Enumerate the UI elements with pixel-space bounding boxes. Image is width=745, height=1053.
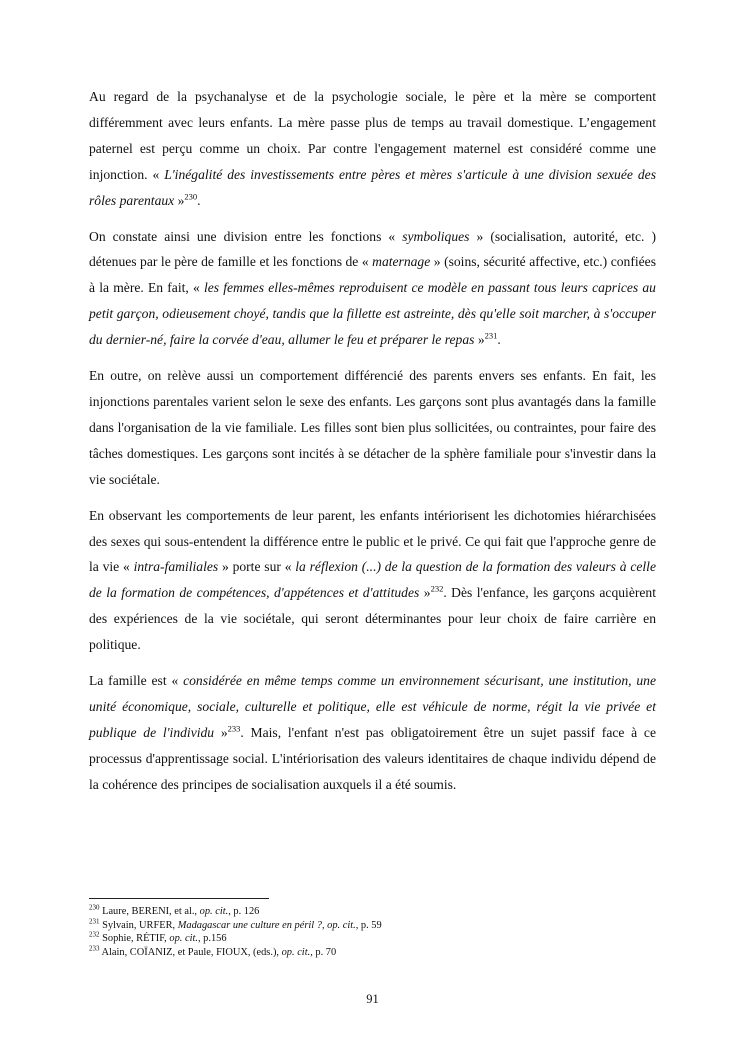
text-run: . Dès l'enfance, les garçons acquièrent des expériences de la vie sociétale, qui seront déterminantes pour leur choix de faire carrière en politique.: [89, 585, 656, 653]
text-run: Laure, BERENI, et al.,: [99, 906, 200, 917]
footnote-text: [100, 920, 382, 931]
text-run: »: [474, 332, 485, 348]
text-run: , p. 126: [228, 906, 260, 917]
footnote-reference: 231: [484, 330, 498, 341]
footnote-separator: [89, 898, 269, 899]
footnote-reference: 230: [184, 191, 198, 202]
footnote: [89, 919, 656, 933]
footnote-text: [100, 947, 337, 958]
text-run: Alain, COÏANIZ, et Paule, FIOUX, (eds.),: [99, 946, 282, 958]
footnote-text: [100, 933, 227, 944]
footnote: [89, 932, 656, 946]
italic-text: les femmes elles-mêmes reproduisent ce modèle en passant tous leurs caprices au petit garçon, odieusement choyé, tandis que la fillette est astreinte, dès qu'elle soit marcher, à s'occuper du dernier-né, faire la corvée d'eau, allumer le feu et préparer le repas: [89, 280, 656, 348]
italic-text: op. cit.: [327, 919, 356, 931]
text-run: La famille est «: [89, 673, 184, 689]
body-text: [89, 84, 656, 798]
text-run: On constate ainsi une division entre les fonctions «: [89, 228, 403, 244]
text-run: , p.156: [197, 933, 227, 945]
footnote-number: 232: [89, 930, 100, 939]
footnote-reference: 233: [227, 723, 241, 734]
text-run: » (socialisation, autorité, etc. ) détenues par le père de famille et les fonctions de «: [89, 228, 656, 270]
text-run: »: [214, 724, 228, 740]
text-run: En outre, on relève aussi un comportement différencié des parents envers ses enfants. En fait, les injonctions parentales varient selon le sexe des enfants. Les garçons sont plus avantagés dans la famille dans l'organisation de la vie familiale. Les filles sont bien plus sollicitées, ou contraintes, pour faire des tâches domestiques. Les garçons sont incités à se détacher de la sphère familiale pour s'investir dans la vie sociétale.: [89, 368, 656, 487]
footnote-reference: 232: [430, 583, 444, 594]
text-run: Au regard de la psychanalyse et de la psychologie sociale, le père et la mère se comportent différemment avec leurs enfants. La mère passe plus de temps au travail domestique. L’engagement paternel est perçu comme un choix. Par contre l'engagement maternel est considéré comme une injonction. «: [89, 89, 656, 182]
paragraph: [89, 668, 656, 798]
footnote: [89, 946, 656, 960]
footnote-text: [100, 906, 260, 917]
text-run: » porte sur «: [218, 559, 296, 575]
text-run: .: [497, 332, 501, 348]
text-run: »: [419, 585, 431, 601]
text-run: , p. 59: [355, 919, 382, 931]
text-run: , p. 70: [310, 946, 337, 958]
italic-text: op. cit.: [281, 946, 311, 958]
footnote: [89, 905, 656, 919]
footnotes: [89, 905, 656, 959]
paragraph: [89, 84, 656, 214]
paragraph: [89, 224, 656, 354]
footnote-number: 233: [89, 944, 100, 953]
text-run: ,: [321, 919, 328, 931]
text-run: . Mais, l'enfant n'est pas obligatoirement être un sujet passif face à ce processus d'apprentissage social. L'intériorisation des valeurs identitaires de chaque individu dépend de la cohérence des principes de socialisation auxquels il a été soumis.: [89, 724, 656, 792]
italic-text: op. cit.: [199, 906, 229, 917]
footnote-number: 231: [89, 917, 100, 926]
italic-text: Madagascar une culture en péril ?: [177, 919, 322, 931]
paragraph: [89, 363, 656, 493]
italic-text: L'inégalité des investissements entre pères et mères s'articule à une division sexuée des rôles parentaux: [89, 166, 656, 208]
text-run: .: [197, 192, 201, 208]
text-run: Sophie, RÉTIF,: [99, 933, 170, 945]
italic-text: la réflexion (...) de la question de la formation des valeurs à celle de la formation de compétences, d'appétences et d'attitudes: [89, 559, 656, 601]
italic-text: symboliques: [402, 228, 470, 244]
text-run: »: [174, 192, 185, 208]
italic-text: intra-familiales: [133, 559, 219, 575]
italic-text: maternage: [372, 254, 431, 270]
paragraph: [89, 503, 656, 658]
italic-text: op. cit.: [169, 933, 198, 945]
text-run: Sylvain, URFER,: [99, 919, 178, 931]
text-run: » (soins, sécurité affective, etc.) confiées à la mère. En fait, «: [89, 254, 656, 296]
italic-text: considérée en même temps comme un environnement sécurisant, une institution, une unité économique, sociale, culturelle et politique, elle est véhicule de norme, régit la vie privée et publique de l'individu: [89, 673, 656, 740]
page-number: 91: [366, 992, 379, 1006]
footnote-number: 230: [89, 903, 100, 912]
text-run: En observant les comportements de leur parent, les enfants intériorisent les dichotomies hiérarchisées des sexes qui sous-entendent la différence entre le public et le privé. Ce qui fait que l'approche genre de la vie «: [89, 507, 656, 575]
